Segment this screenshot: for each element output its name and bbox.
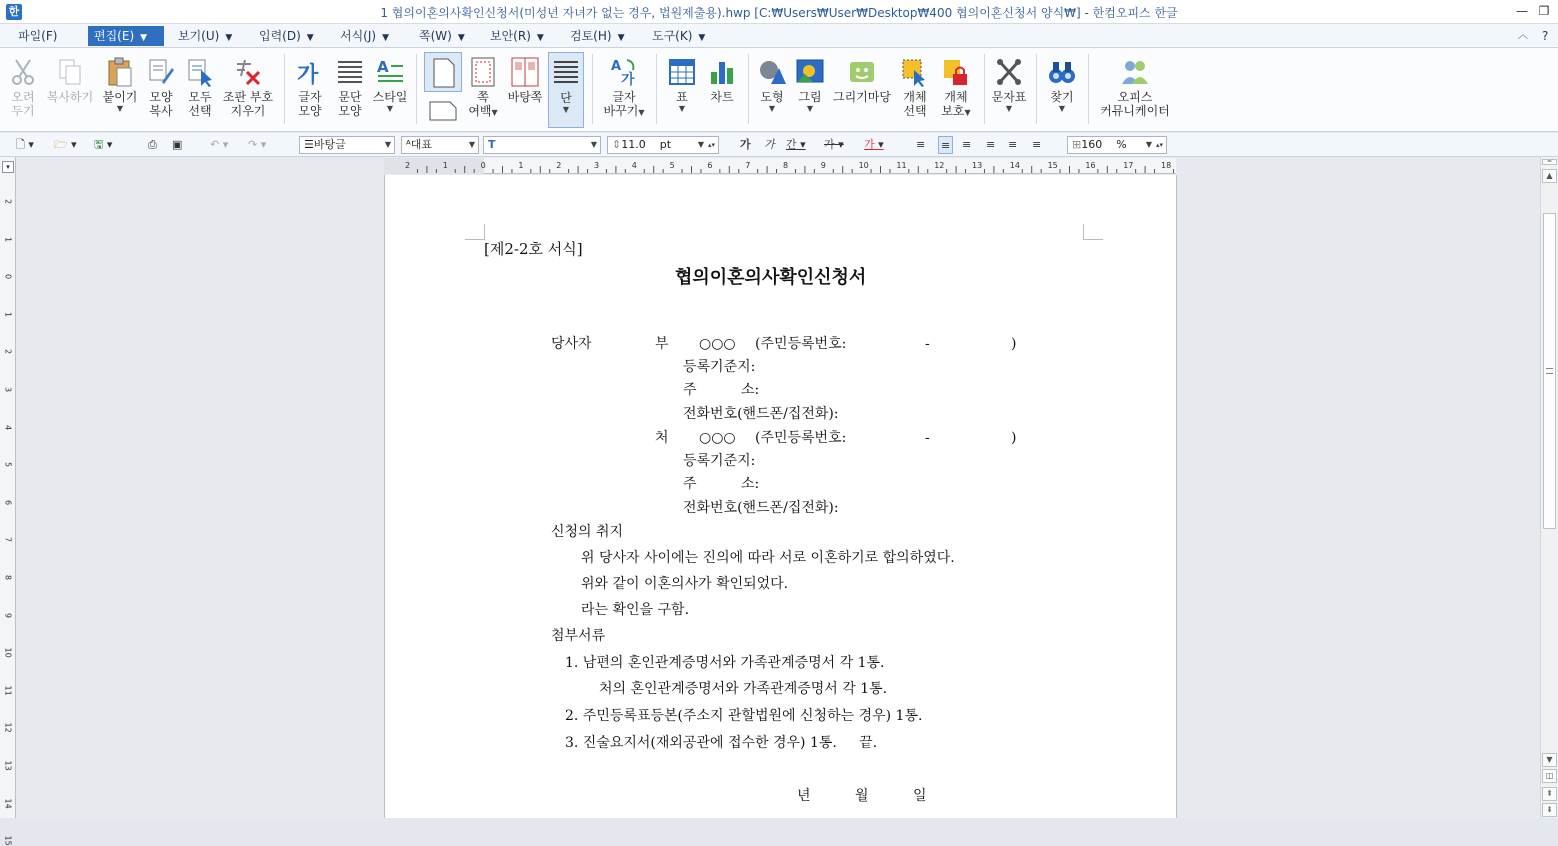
- chevron-down-icon: ▼: [1145, 140, 1152, 149]
- form-number: [제2-2호 서식]: [484, 240, 583, 258]
- wife-name: ○○○: [699, 430, 736, 446]
- chevron-down-icon: ▼: [536, 33, 544, 43]
- paste-button[interactable]: 붙이기 ▼: [100, 52, 140, 128]
- ruler-label: 0: [480, 161, 486, 170]
- italic-button[interactable]: 가: [764, 138, 775, 151]
- ruler-label: 2: [3, 349, 13, 355]
- char-change-button[interactable]: A 가 글자 바꾸기▼: [600, 52, 648, 128]
- ribbon: [0, 48, 1558, 132]
- rrn-dash: -: [925, 336, 930, 352]
- ruler-label: 18: [1161, 161, 1172, 170]
- ribbon-separator: [416, 54, 417, 124]
- ruler-label: 10: [858, 161, 869, 170]
- attachment-item: 3. 진술요지서(재외공관에 접수한 경우) 1통. 끝.: [565, 735, 878, 751]
- char-shape-button[interactable]: 가 글자 모양: [290, 52, 330, 128]
- page-settings-button[interactable]: [424, 52, 462, 92]
- chevron-down-icon: ▼: [306, 33, 314, 43]
- ruler-label: 4: [3, 424, 13, 430]
- menu-review[interactable]: 검토(H) ▼: [570, 29, 625, 43]
- ruler-label: 1: [3, 236, 13, 242]
- attachment-item: 1. 남편의 혼인관계증명서와 가족관계증명서 각 1통.: [565, 655, 885, 671]
- purpose-line: 라는 확인을 구함.: [581, 602, 690, 618]
- margin-icon: [468, 56, 498, 88]
- font-select[interactable]: [483, 136, 601, 154]
- clipboard-icon: [105, 56, 135, 88]
- style-icon: [375, 56, 405, 88]
- ruler-label: 1: [518, 161, 524, 170]
- print-icon[interactable]: ⎙: [148, 138, 157, 151]
- ruler-label: 7: [3, 537, 13, 543]
- ruler-label: 4: [631, 161, 637, 170]
- char-shape-icon: [295, 56, 325, 88]
- ribbon-separator: [1088, 54, 1089, 124]
- brush-icon: [146, 56, 176, 88]
- save-icon[interactable]: 🖫 ▾: [94, 138, 113, 151]
- ruler-label: 5: [3, 462, 13, 468]
- para-shape-button[interactable]: 문단 모양: [330, 52, 370, 128]
- minimize-icon[interactable]: —: [1516, 4, 1528, 18]
- ruler-label: 14: [3, 798, 13, 809]
- align-right-icon[interactable]: ≡: [986, 138, 996, 151]
- ruler-label: 7: [745, 161, 751, 170]
- menu-security[interactable]: 보안(R) ▼: [490, 29, 544, 43]
- ruler-label: 0: [3, 274, 13, 280]
- phone-label: 전화번호(핸드폰/집전화):: [683, 406, 839, 422]
- chevron-down-icon: ▼: [806, 104, 814, 113]
- symbols-button[interactable]: 문자표 ▼: [988, 52, 1030, 128]
- ribbon-separator: [984, 54, 985, 124]
- clear-marks-button[interactable]: 조판 부호 지우기: [220, 52, 276, 128]
- menu-edit[interactable]: 편집(E) ▼: [88, 26, 164, 46]
- scroll-up-icon[interactable]: ▲: [1542, 169, 1557, 183]
- ribbon-separator: [1036, 54, 1037, 124]
- ruler-label: 3: [3, 386, 13, 393]
- svg-text:가: 가: [621, 72, 635, 88]
- page-landscape-button[interactable]: [424, 96, 462, 128]
- reg-domicile-label: 등록기준지:: [683, 453, 756, 469]
- wife-label: 처: [655, 430, 669, 446]
- align-center-icon[interactable]: ≡: [962, 138, 972, 151]
- paragraph-icon: [335, 56, 365, 88]
- page-view-icon[interactable]: ◫: [1542, 769, 1557, 783]
- ruler-label: 5: [669, 161, 675, 170]
- chevron-down-icon: ▼: [964, 108, 971, 117]
- ruler-label: 11: [3, 685, 13, 696]
- format-toolbar: [0, 133, 1558, 157]
- lock-icon: [941, 56, 971, 88]
- chevron-down-icon: ▼: [116, 104, 124, 113]
- husband-name: ○○○: [699, 336, 736, 352]
- ruler-label: 15: [3, 835, 13, 846]
- object-select-button[interactable]: 개체 선택: [896, 52, 934, 128]
- ruler-label: 17: [1123, 161, 1134, 170]
- chart-button[interactable]: 차트: [702, 52, 742, 128]
- help-icon[interactable]: ?: [1542, 29, 1549, 43]
- shape-button[interactable]: 도형 ▼: [754, 52, 790, 128]
- menu-insert[interactable]: 입력(D) ▼: [259, 29, 314, 43]
- ruler-label: 6: [3, 499, 13, 505]
- address-label: 주 소:: [683, 382, 760, 398]
- ribbon-separator: [592, 54, 593, 124]
- party-label: 당사자: [551, 336, 592, 352]
- crop-mark: [1083, 224, 1084, 240]
- underline-button[interactable]: 간 ▾: [786, 138, 806, 151]
- copy-icon: [55, 56, 85, 88]
- cut-button[interactable]: 오려 두기: [4, 52, 42, 128]
- ruler-label: 2: [556, 161, 562, 170]
- font-size-input[interactable]: ⇕11.0 pt ▼ ▴▾: [607, 136, 719, 154]
- ruler-label: 9: [3, 612, 13, 618]
- ruler-label: 8: [783, 161, 789, 170]
- ruler-label: 13: [972, 161, 983, 170]
- husband-label: 부: [655, 336, 669, 352]
- phone-label: 전화번호(핸드폰/집전화):: [683, 500, 839, 516]
- chevron-down-icon: ▼: [386, 104, 394, 113]
- attachment-item: 처의 혼인관계증명서와 가족관계증명서 각 1통.: [599, 681, 888, 697]
- ribbon-separator: [656, 54, 657, 124]
- ruler-label: 13: [3, 760, 13, 771]
- crop-mark: [484, 224, 485, 240]
- menu-tools[interactable]: 도구(K) ▼: [652, 29, 706, 43]
- split-handle[interactable]: ═: [1542, 159, 1557, 165]
- preview-icon[interactable]: ▣: [172, 138, 183, 151]
- rrn-close: ): [1011, 336, 1017, 352]
- undo-icon[interactable]: ↶ ▾: [210, 138, 229, 151]
- table-icon: [667, 56, 697, 88]
- symbol-icon: [994, 56, 1024, 88]
- ribbon-separator: [284, 54, 285, 124]
- align-distribute-icon[interactable]: ≡: [1008, 138, 1018, 151]
- shape-icon: [757, 56, 787, 88]
- ribbon-separator: [748, 54, 749, 124]
- format-copy-button[interactable]: 모양 복사: [142, 52, 180, 128]
- ruler-label: 11: [896, 161, 907, 170]
- chevron-down-icon: ▼: [384, 140, 391, 149]
- scissors-icon: [8, 56, 38, 88]
- ruler-label: 14: [1009, 161, 1020, 170]
- ruler-label: 1: [3, 311, 13, 317]
- attachment-item: 2. 주민등록표등본(주소지 관할법원에 신청하는 경우) 1통.: [565, 708, 923, 724]
- chevron-down-icon: ▼: [697, 140, 704, 149]
- align-left-icon[interactable]: ≡: [938, 136, 953, 154]
- ruler-ticks: [384, 158, 1176, 174]
- strike-button[interactable]: 가 ▾: [824, 138, 844, 151]
- ruler-label: 1: [442, 161, 448, 170]
- chevron-down-icon: ▼: [491, 108, 498, 117]
- page-margin-button[interactable]: 쪽 여백▼: [464, 52, 502, 128]
- ruler-label: 8: [3, 574, 13, 581]
- reg-domicile-label: 등록기준지:: [683, 359, 756, 375]
- select-all-button[interactable]: 모두 선택: [182, 52, 218, 128]
- select-icon: [185, 56, 215, 88]
- restore-icon[interactable]: ❐: [1538, 4, 1550, 18]
- horizontal-ruler[interactable]: [384, 158, 1176, 174]
- binoculars-icon: [1047, 56, 1077, 88]
- table-button[interactable]: 표 ▼: [664, 52, 700, 128]
- scroll-thumb[interactable]: [1543, 213, 1556, 529]
- object-select-icon: [900, 56, 930, 88]
- find-button[interactable]: 찾기 ▼: [1042, 52, 1082, 128]
- bold-button[interactable]: 가: [740, 138, 751, 151]
- ruler-label: 16: [1085, 161, 1096, 170]
- chevron-down-icon: ▼: [768, 104, 776, 113]
- font-size-icon: ⇕: [612, 138, 622, 151]
- ruler-label: 2: [3, 198, 13, 205]
- zoom-icon: ⊞: [1072, 138, 1082, 151]
- office-communicator-button[interactable]: 오피스 커뮤니케이터: [1094, 52, 1176, 128]
- chevron-down-icon: ▼: [457, 33, 465, 43]
- clear-format-icon: [233, 56, 263, 88]
- object-protect-button[interactable]: 개체 보호▼: [936, 52, 976, 128]
- vertical-scrollbar[interactable]: [1540, 157, 1558, 818]
- scroll-down-icon[interactable]: ▼: [1542, 753, 1557, 767]
- menu-file[interactable]: 파일(F): [18, 29, 58, 43]
- page-icon: [428, 57, 458, 89]
- purpose-line: 위 당사자 사이에는 진의에 따라 서로 이혼하기로 합의하였다.: [581, 550, 955, 566]
- address-label: 주 소:: [683, 476, 760, 492]
- chevron-down-icon: ▼: [225, 33, 233, 43]
- ribbon-collapse-icon[interactable]: ︿: [1518, 30, 1528, 41]
- chevron-down-icon: ▼: [698, 33, 706, 43]
- ruler-label: 12: [934, 161, 945, 170]
- rrn-label: (주민등록번호:: [755, 336, 847, 352]
- app-icon[interactable]: 한: [6, 4, 22, 20]
- drawing-gallery-button[interactable]: 그리기마당: [830, 52, 894, 128]
- truetype-icon: T: [488, 138, 496, 151]
- columns-icon: [551, 57, 581, 89]
- picture-icon: [795, 56, 825, 88]
- menu-bar: [0, 24, 1558, 48]
- ruler-label: 10: [3, 647, 13, 658]
- ruler-corner-button[interactable]: ▾: [2, 161, 14, 173]
- date-line: 년 월 일: [797, 788, 927, 804]
- svg-text:A: A: [377, 58, 389, 76]
- purpose-heading: 신청의 취지: [551, 524, 624, 540]
- align-justify-icon[interactable]: ≡: [916, 138, 926, 151]
- ruler-label: 12: [3, 722, 13, 734]
- spinner-icon[interactable]: ▴▾: [707, 141, 715, 149]
- svg-text:가: 가: [297, 63, 319, 88]
- chevron-down-icon: ▼: [562, 105, 570, 114]
- ruler-label: 3: [594, 161, 600, 170]
- style-select[interactable]: ☰바탕글 ▼: [299, 136, 395, 154]
- columns-button[interactable]: 단 ▼: [548, 52, 584, 128]
- purpose-line: 위와 같이 이혼의사가 확인되었다.: [581, 576, 789, 592]
- prev-page-icon[interactable]: ⇞: [1542, 787, 1557, 801]
- chevron-down-icon: ▼: [1058, 104, 1066, 113]
- font-color-button[interactable]: 가 ▾: [864, 138, 884, 151]
- align-split-icon[interactable]: ≡: [1032, 138, 1042, 151]
- copy-button[interactable]: 복사하기: [44, 52, 96, 128]
- crop-mark: [1083, 239, 1103, 240]
- menu-format[interactable]: 서식(J) ▼: [340, 29, 390, 43]
- rrn-dash: -: [925, 430, 930, 446]
- rrn-label: (주민등록번호:: [755, 430, 847, 446]
- style-button[interactable]: A 스타일 ▼: [370, 52, 410, 128]
- ruler-label: 2: [405, 161, 411, 170]
- grip-icon: [1546, 368, 1553, 374]
- svg-text:A: A: [611, 59, 622, 74]
- chevron-down-icon: ▼: [1005, 104, 1013, 113]
- new-doc-icon[interactable]: 🗋 ▾: [16, 138, 34, 151]
- ruler-label: 15: [1047, 161, 1058, 170]
- crop-mark: [465, 239, 485, 240]
- gallery-icon: [847, 56, 877, 88]
- ruler-label: 9: [820, 161, 826, 170]
- language-select[interactable]: ᴬ대표 ▼: [401, 136, 479, 154]
- chevron-down-icon: ▼: [590, 140, 597, 149]
- open-folder-icon[interactable]: 🗁 ▾: [54, 138, 77, 151]
- next-page-icon[interactable]: ⇟: [1542, 803, 1557, 817]
- menu-page[interactable]: 쪽(W) ▼: [419, 29, 465, 43]
- chevron-down-icon: ▼: [468, 140, 475, 149]
- rrn-close: ): [1011, 430, 1017, 446]
- redo-icon[interactable]: ↷ ▾: [248, 138, 267, 151]
- document-title: 협의이혼의사확인신청서: [675, 267, 867, 288]
- title-bar: [0, 0, 1558, 24]
- vertical-ruler[interactable]: [0, 157, 16, 846]
- document-page[interactable]: [384, 175, 1177, 818]
- menu-view[interactable]: 보기(U) ▼: [178, 29, 233, 43]
- window-title: 1 협의이혼의사확인신청서(미성년 자녀가 없는 경우, 법원제출용).hwp [C:₩Users₩User₩Desktop₩400 협의이혼신청서 양식₩] - 한컴오피스 한글: [380, 6, 1178, 20]
- spinner-icon[interactable]: ▴▾: [1155, 141, 1163, 149]
- bar-chart-icon: [707, 56, 737, 88]
- picture-button[interactable]: 그림 ▼: [792, 52, 828, 128]
- chevron-down-icon: ▼: [617, 33, 625, 43]
- landscape-icon: [428, 100, 458, 122]
- ruler-label: 6: [707, 161, 713, 170]
- zoom-input[interactable]: ⊞160 % ▼ ▴▾: [1067, 136, 1167, 154]
- ruler-margin: [384, 158, 484, 174]
- replace-text-icon: [609, 56, 639, 88]
- attachments-heading: 첨부서류: [551, 628, 606, 644]
- master-page-button[interactable]: 바탕쪽: [504, 52, 546, 128]
- master-page-icon: [510, 56, 540, 88]
- chevron-down-icon: ▼: [140, 33, 148, 43]
- people-icon: [1120, 56, 1150, 88]
- chevron-down-icon: ▼: [678, 104, 686, 113]
- chevron-down-icon: ▼: [382, 33, 390, 43]
- chevron-down-icon: ▼: [638, 108, 645, 117]
